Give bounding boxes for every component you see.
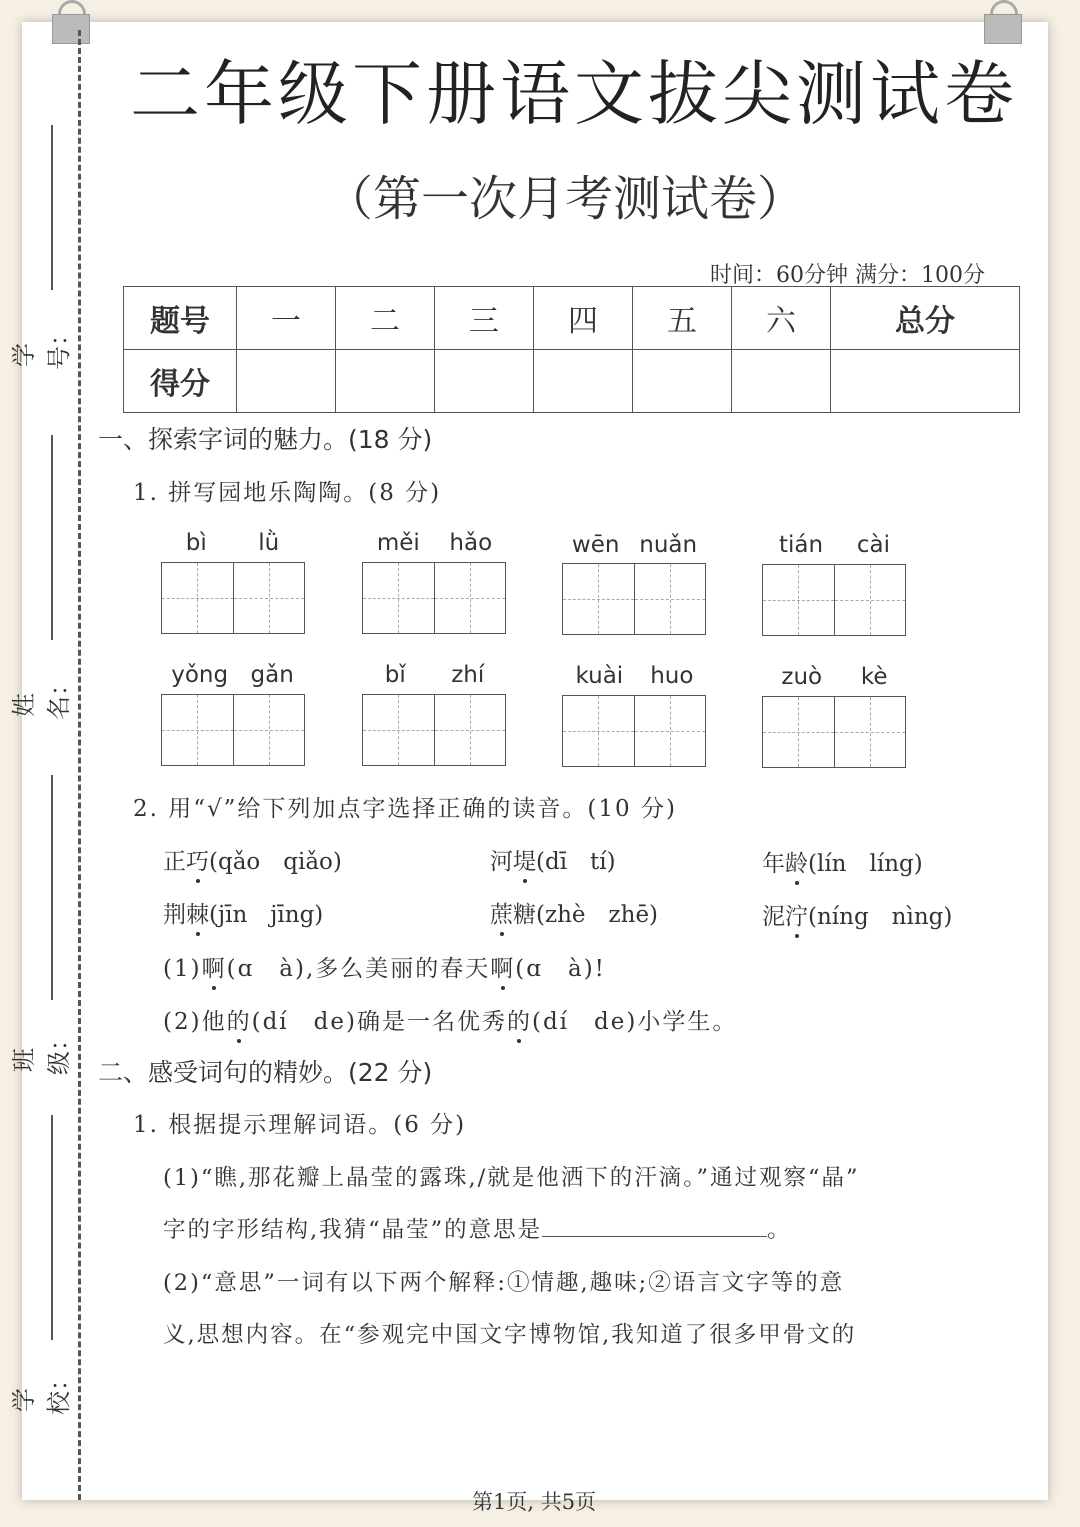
pinyin-pair: bǐ zhí	[384, 662, 485, 688]
pinyin-pair: měi hǎo	[376, 530, 493, 556]
sentence-1[interactable]: (1)啊(ɑ à),多么美丽的春天啊(ɑ à)!	[163, 950, 606, 983]
pinyin-pair: kuài huo	[575, 663, 694, 689]
name-line	[51, 435, 53, 640]
score-cell[interactable]	[237, 350, 336, 413]
score-cell[interactable]	[336, 350, 435, 413]
section-1-q1-prompt: 1. 拼写园地乐陶陶。(8 分)	[133, 480, 442, 506]
binding-dashed-line	[78, 30, 81, 1500]
reading-option[interactable]: 河堤(dī tí)	[490, 843, 616, 876]
class-line	[51, 775, 53, 1000]
paragraph-line: 字的字形结构,我猜“晶莹”的意思是 。	[163, 1217, 792, 1243]
paragraph-line: (2)“意思”一词有以下两个解释:①情趣,趣味;②语言文字等的意	[163, 1270, 845, 1296]
writing-grid[interactable]	[161, 694, 305, 766]
binder-clip-icon	[52, 0, 88, 44]
score-header-cell: 二	[336, 287, 435, 350]
writing-grid[interactable]	[762, 696, 906, 768]
writing-grid[interactable]	[161, 562, 305, 634]
pinyin-pair: yǒng gǎn	[171, 662, 294, 688]
score-header-cell: 三	[435, 287, 534, 350]
section-2-q1-prompt: 1. 根据提示理解词语。(6 分)	[133, 1112, 467, 1138]
score-cell[interactable]	[831, 350, 1020, 413]
student-id-label: 学号：	[10, 322, 73, 370]
reading-option[interactable]: 年龄(lín líng)	[762, 845, 923, 878]
reading-option[interactable]: 泥泞(níng nìng)	[762, 898, 952, 931]
score-header-cell: 一	[237, 287, 336, 350]
school-line	[51, 1115, 53, 1340]
writing-grid[interactable]	[362, 694, 506, 766]
pinyin-pair: tián cài	[778, 532, 891, 558]
section-2-heading: 二、感受词句的精妙。(22 分)	[98, 1058, 433, 1087]
student-id-line	[51, 125, 53, 290]
answer-blank[interactable]	[542, 1216, 767, 1237]
time-info: 时间：60分钟 满分：100分	[710, 263, 985, 288]
sentence-2[interactable]: (2)他的(dí de)确是一名优秀的(dí de)小学生。	[163, 1003, 737, 1036]
score-cell[interactable]	[633, 350, 732, 413]
reading-option[interactable]: 荆棘(jīn jīng)	[163, 896, 323, 929]
pinyin-pair: bì lǜ	[185, 530, 280, 556]
reading-option[interactable]: 蔗糖(zhè zhē)	[490, 896, 658, 929]
school-label: 学校：	[10, 1367, 73, 1415]
score-cell[interactable]	[732, 350, 831, 413]
writing-grid[interactable]	[562, 563, 706, 635]
section-1-q2-prompt: 2. 用“√”给下列加点字选择正确的读音。(10 分)	[133, 796, 677, 822]
page-subtitle: （第一次月考测试卷）	[325, 171, 806, 227]
score-header-cell: 总分	[831, 287, 1020, 350]
reading-option[interactable]: 正巧(qǎo qiǎo)	[163, 843, 342, 876]
score-table	[123, 286, 1020, 413]
page-title: 二年级下册语文拔尖测试卷	[130, 53, 1018, 135]
pinyin-pair: wēn nuǎn	[571, 532, 698, 558]
score-header-cell: 四	[534, 287, 633, 350]
writing-grid[interactable]	[762, 564, 906, 636]
score-header-cell: 题号	[124, 287, 237, 350]
score-header-cell: 五	[633, 287, 732, 350]
class-label: 班级：	[10, 1027, 73, 1075]
writing-grid[interactable]	[362, 562, 506, 634]
score-row-label: 得分	[124, 350, 237, 413]
section-1-heading: 一、探索字词的魅力。(18 分)	[98, 425, 433, 454]
paragraph-line: 义,思想内容。在“参观完中国文字博物馆,我知道了很多甲骨文的	[163, 1322, 857, 1348]
writing-grid[interactable]	[562, 695, 706, 767]
score-cell[interactable]	[435, 350, 534, 413]
paragraph-line: (1)“瞧,那花瓣上晶莹的露珠,/就是他洒下的汗滴。”通过观察“晶”	[163, 1165, 860, 1191]
name-label: 姓名：	[10, 672, 73, 720]
page-number: 第1页, 共5页	[472, 1490, 597, 1514]
pinyin-pair: zuò kè	[781, 664, 888, 690]
score-cell[interactable]	[534, 350, 633, 413]
score-header-cell: 六	[732, 287, 831, 350]
